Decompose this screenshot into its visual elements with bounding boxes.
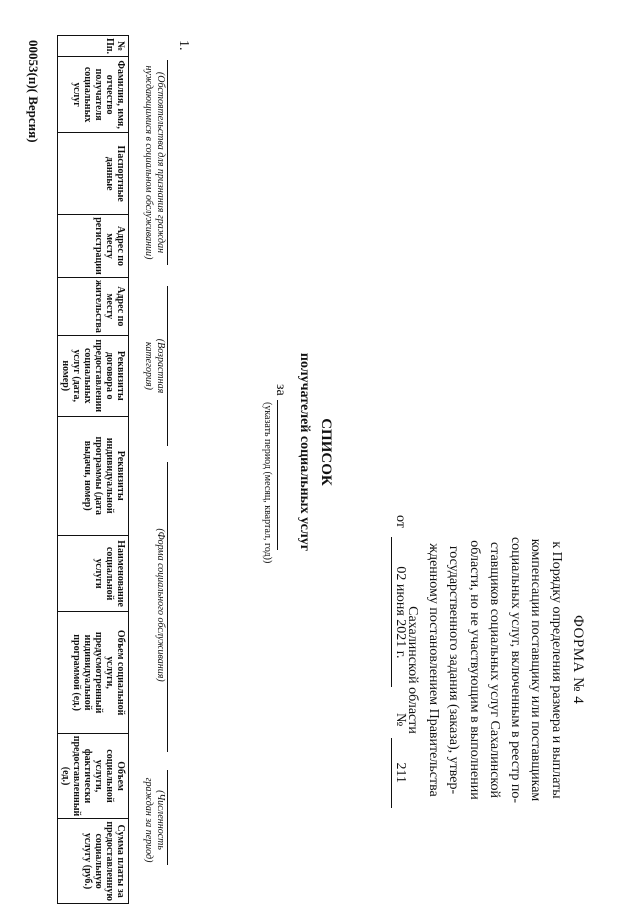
column-header: Реквизиты договора о предоставлении социальных услуг (дата, номер) bbox=[58, 335, 129, 416]
column-header: Наименование социальной услуги bbox=[58, 535, 129, 612]
appendix-line: жденному постановлением Правительства bbox=[426, 543, 441, 797]
column-header: Реквизиты индивидуальной программы (дата выдачи, номер) bbox=[58, 416, 129, 535]
decree-date: 02 июня 2021 г. bbox=[391, 537, 408, 687]
column-header: Паспортные данные bbox=[58, 133, 129, 215]
period-hint: (указать период (месяц, квартал, год)) bbox=[262, 402, 273, 564]
period-row bbox=[272, 384, 290, 550]
column-header: Адрес по месту регистрации bbox=[58, 215, 129, 278]
caption-circumstances: (Обстоятельства для признания граждан нуждающимися в социальном обслуживании) bbox=[143, 65, 166, 260]
caption-citizens-count: (Численность граждан за период) bbox=[143, 777, 166, 863]
appendix-text bbox=[402, 500, 566, 840]
decree-date-number bbox=[391, 515, 408, 808]
appendix-line: Сахалинской области bbox=[405, 606, 421, 734]
document-title: СПИСОК bbox=[318, 418, 334, 486]
from-label: от bbox=[393, 515, 408, 528]
caption-age-category: (Возрастная категория) bbox=[143, 338, 166, 394]
appendix-line: к Порядку определения размера и выплаты bbox=[549, 541, 564, 799]
appendix-line: компенсации поставщику или поставщикам bbox=[528, 538, 544, 802]
form-number: ФОРМА № 4 bbox=[570, 615, 586, 705]
form-version: 00053(п)( Версия) bbox=[26, 40, 41, 143]
appendix-line: ставщиков социальных услуг Сахалинской bbox=[487, 541, 503, 799]
column-header: Объем социальной услуги, предусмотренный индивидуальной программой (ед.) bbox=[58, 612, 129, 733]
column-header: Адрес по месту жительства bbox=[58, 277, 129, 335]
caption-line bbox=[167, 462, 168, 752]
column-header: Объем социальной услуги, фактически предоставленный (ед.) bbox=[58, 733, 129, 819]
column-header: № Пп. bbox=[58, 36, 129, 57]
period-blank bbox=[277, 400, 290, 550]
item-number: 1. bbox=[176, 40, 191, 51]
period-label: за bbox=[273, 384, 288, 396]
number-label: № bbox=[393, 712, 408, 727]
caption-service-form: (Форма социального обслуживания) bbox=[155, 528, 166, 682]
appendix-line: социальных услуг, включенным в реестр по- bbox=[508, 536, 523, 804]
column-header: Сумма платы за предоставленную социальную услугу (руб.) bbox=[58, 819, 129, 904]
document-subtitle: получателей социальных услуг bbox=[297, 352, 312, 552]
recipients-table bbox=[57, 35, 129, 904]
decree-number: 211 bbox=[391, 738, 408, 808]
column-header: Фамилия, имя, отчество получателя социальных услуг bbox=[58, 57, 129, 133]
caption-line bbox=[167, 770, 168, 865]
caption-line bbox=[167, 286, 168, 446]
appendix-line: государственного задания (заказа), утвер- bbox=[446, 545, 462, 795]
caption-line bbox=[167, 60, 168, 265]
table-header-row bbox=[58, 36, 129, 904]
appendix-line: области, но не участвующим в выполнении bbox=[467, 540, 482, 800]
